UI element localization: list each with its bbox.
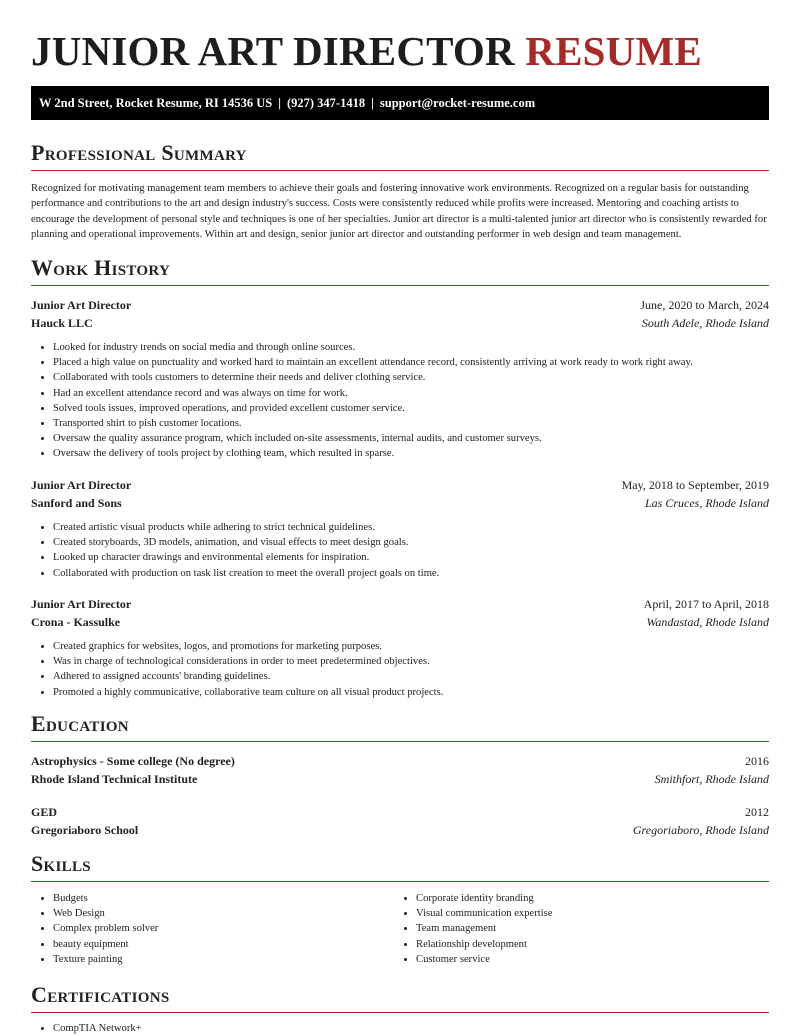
skill-item: • Visual communication expertise — [416, 906, 757, 921]
job-bullet: • Oversaw the delivery of tools project by clothing team, which resulted in sparse. — [53, 446, 769, 461]
title-main: JUNIOR ART DIRECTOR — [31, 28, 515, 74]
education-degree: GED — [31, 805, 58, 819]
job-entry — [31, 296, 769, 462]
job-entry — [31, 476, 769, 581]
contact-address: W 2nd Street, Rocket Resume, RI 14536 US — [39, 96, 273, 110]
certification-item: • CompTIA Network+ — [53, 1021, 142, 1036]
job-location: Las Cruces, Rhode Island — [645, 496, 769, 510]
skills-column-left — [31, 891, 394, 967]
skill-item: • Customer service — [416, 952, 757, 967]
job-bullet: • Created graphics for websites, logos, and promotions for marketing purposes. — [53, 639, 769, 654]
job-company: Hauck LLC — [31, 316, 93, 330]
section-heading-skills: Skills — [31, 851, 769, 882]
skill-item: • beauty equipment — [53, 937, 394, 952]
contact-separator: | — [371, 96, 374, 110]
skills-column-right — [394, 891, 757, 967]
section-heading-education: Education — [31, 711, 769, 742]
job-dates: April, 2017 to April, 2018 — [643, 597, 769, 611]
job-title: Junior Art Director — [31, 597, 132, 611]
job-bullet: • Collaborated with production on task list creation to meet the overall project goals on time. — [53, 566, 769, 581]
job-location: Wandastad, Rhode Island — [646, 615, 769, 629]
education-degree: Astrophysics - Some college (No degree) — [31, 754, 235, 768]
job-bullet: • Oversaw the quality assurance program, which included on-site assessments, internal audits, and customer surveys. — [53, 431, 769, 446]
education-school: Rhode Island Technical Institute — [31, 772, 198, 786]
summary-text: Recognized for motivating management team members to achieve their goals and fostering innovative work environments. Recognized on a regular basis for outstanding performance and contributions to the art and design industry's success. Costs were consistently reduced while profits were increased. Mentoring and coaching artists to encourage the development of personal style and techniques is one of her specialties. Junior art director is a multi-talented junior art director who is consistently rewarded for planning and operational improvements. Within art and design, senior junior art director and outstanding performer in web design and team management. — [31, 183, 767, 240]
skill-item: • Budgets — [53, 891, 394, 906]
skill-item: • Relationship development — [416, 937, 757, 952]
section-heading-summary: Professional Summary — [31, 140, 769, 171]
job-title: Junior Art Director — [31, 478, 132, 492]
job-bullet: • Looked for industry trends on social media and through online sources. — [53, 340, 769, 355]
certifications-list — [31, 1021, 142, 1036]
contact-phone[interactable]: (927) 347-1418 — [286, 96, 366, 110]
job-bullet: • Transported shirt to pish customer locations. — [53, 416, 769, 431]
contact-email[interactable]: support@rocket-resume.com — [379, 96, 536, 110]
job-dates: June, 2020 to March, 2024 — [640, 298, 769, 312]
job-bullet: • Had an excellent attendance record and was always on time for work. — [53, 386, 769, 401]
skill-item: • Web Design — [53, 906, 394, 921]
section-heading-certifications: Certifications — [31, 982, 769, 1013]
job-bullet: • Collaborated with tools customers to determine their needs and deliver clothing service. — [53, 370, 769, 385]
education-school: Gregoriaboro School — [31, 823, 139, 837]
job-company: Crona - Kassulke — [31, 615, 121, 629]
job-bullet: • Was in charge of technological considerations in order to meet predetermined objectives. — [53, 654, 769, 669]
job-bullet: • Looked up character drawings and environmental elements for inspiration. — [53, 550, 769, 565]
skill-item: • Complex problem solver — [53, 921, 394, 936]
contact-separator: | — [278, 96, 281, 110]
job-bullets — [31, 520, 769, 581]
job-entry — [31, 595, 769, 700]
job-bullet: • Adhered to assigned accounts' branding guidelines. — [53, 669, 769, 684]
education-entry — [31, 803, 769, 839]
contact-bar — [31, 86, 769, 120]
job-location: South Adele, Rhode Island — [641, 316, 769, 330]
job-dates: May, 2018 to September, 2019 — [621, 478, 769, 492]
education-location: Gregoriaboro, Rhode Island — [632, 823, 769, 837]
education-year: 2016 — [745, 754, 769, 768]
education-year: 2012 — [745, 805, 769, 819]
resume-title — [31, 28, 702, 74]
title-accent: RESUME — [525, 28, 702, 74]
job-bullet: • Promoted a highly communicative, collaborative team culture on all visual product projects. — [53, 685, 769, 700]
job-bullet: • Placed a high value on punctuality and worked hard to maintain an excellent attendance record, consistently arriving at work ready to work right away. — [53, 355, 769, 370]
job-bullet: • Created storyboards, 3D models, animation, and visual effects to meet design goals. — [53, 535, 769, 550]
job-bullet: • Created artistic visual products while adhering to strict technical guidelines. — [53, 520, 769, 535]
section-heading-work-history: Work History — [31, 255, 769, 286]
skills-list — [31, 891, 769, 967]
job-bullet: • Solved tools issues, improved operations, and provided excellent customer service. — [53, 401, 769, 416]
skill-item: • Texture painting — [53, 952, 394, 967]
education-location: Smithfort, Rhode Island — [654, 772, 769, 786]
job-title: Junior Art Director — [31, 298, 132, 312]
job-bullets — [31, 340, 769, 462]
skill-item: • Corporate identity branding — [416, 891, 757, 906]
education-entry — [31, 752, 769, 788]
skill-item: • Team management — [416, 921, 757, 936]
job-company: Sanford and Sons — [31, 496, 122, 510]
job-bullets — [31, 639, 769, 700]
